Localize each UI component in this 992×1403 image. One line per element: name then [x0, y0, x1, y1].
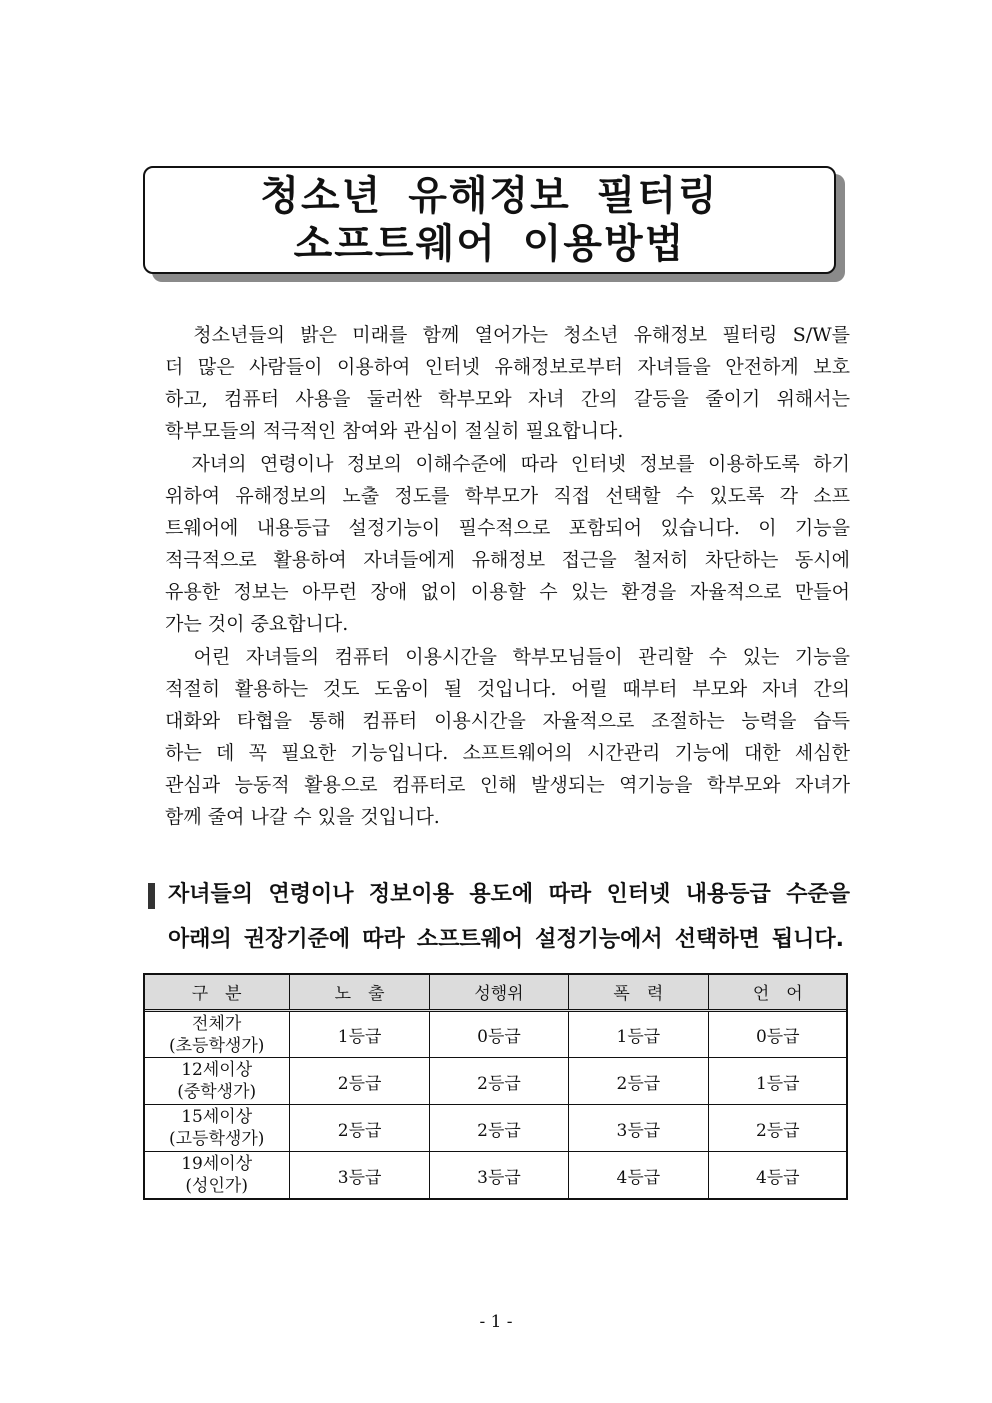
row-category-name: 전체가 — [192, 1013, 242, 1034]
grade-cell: 2등급 — [290, 1105, 429, 1152]
body-line: 관심과 능동적 활용으로 컴퓨터로 인해 발생되는 역기능을 학부모와 자녀가 — [165, 774, 850, 796]
body-line: 어린 자녀들의 컴퓨터 이용시간을 학부모님들이 관리할 수 있는 기능을 — [165, 646, 850, 668]
row-category-note: (중학생가) — [177, 1082, 257, 1102]
grade-cell: 3등급 — [569, 1105, 708, 1152]
row-category-note: (초등학생가) — [169, 1035, 265, 1056]
heading-bullet-marker — [148, 883, 155, 909]
body-line: 위하여 유해정보의 노출 정도를 학부모가 직접 선택할 수 있도록 각 소프 — [165, 485, 850, 507]
row-category-note: (고등학생가) — [169, 1129, 265, 1149]
grade-cell: 1등급 — [569, 1011, 708, 1058]
grade-cell: 1등급 — [290, 1011, 429, 1058]
table-header-row — [144, 974, 848, 1011]
grade-cell: 2등급 — [708, 1105, 847, 1152]
document-title-line-1: 청소년 유해정보 필터링 — [260, 173, 719, 219]
body-line: 하고, 컴퓨터 사용을 둘러싼 학부모와 자녀 간의 갈등을 줄이기 위해서는 — [165, 388, 850, 410]
body-line: 학부모들의 적극적인 참여와 관심이 절실히 필요합니다. — [165, 420, 624, 442]
header-sexual-activity: 성행위 — [429, 974, 568, 1011]
grade-cell: 2등급 — [429, 1058, 568, 1105]
title-box — [143, 166, 836, 274]
body-line: 트웨어에 내용등급 설정기능이 필수적으로 포함되어 있습니다. 이 기능을 — [165, 517, 850, 539]
row-category — [144, 1152, 290, 1199]
header-exposure: 노 출 — [290, 974, 429, 1011]
body-line: 적절히 활용하는 것도 도움이 될 것입니다. 어릴 때부터 부모와 자녀 간의 — [165, 678, 850, 700]
grade-cell: 2등급 — [569, 1058, 708, 1105]
grade-cell: 4등급 — [708, 1152, 847, 1199]
table-row — [144, 1011, 848, 1058]
body-line: 하는 데 꼭 필요한 기능입니다. 소프트웨어의 시간관리 기능에 대한 세심한 — [165, 742, 850, 764]
section-heading-line-1: 자녀들의 연령이나 정보이용 용도에 따라 인터넷 내용등급 수준을 — [168, 882, 850, 907]
row-category-name: 12세이상 — [181, 1060, 253, 1080]
grade-cell: 2등급 — [290, 1058, 429, 1105]
table-row — [144, 1105, 848, 1152]
section-heading-line-2: 아래의 권장기준에 따라 소프트웨어 설정기능에서 선택하면 됩니다. — [168, 927, 844, 952]
body-line: 유용한 정보는 아무런 장애 없이 이용할 수 있는 환경을 자율적으로 만들어 — [165, 581, 850, 603]
header-violence: 폭 력 — [569, 974, 708, 1011]
body-line: 더 많은 사람들이 이용하여 인터넷 유해정보로부터 자녀들을 안전하게 보호 — [165, 356, 850, 378]
page-number: - 1 - — [479, 1312, 513, 1332]
grade-cell: 4등급 — [569, 1152, 708, 1199]
table-row — [144, 1152, 848, 1199]
row-category-note: (성인가) — [185, 1176, 248, 1196]
grade-cell: 0등급 — [708, 1011, 847, 1058]
body-line: 대화와 타협을 통해 컴퓨터 이용시간을 자율적으로 조절하는 능력을 습득 — [165, 710, 850, 732]
grade-cell: 3등급 — [429, 1152, 568, 1199]
header-language: 언 어 — [708, 974, 847, 1011]
rating-table — [143, 973, 848, 1199]
row-category — [144, 1058, 290, 1105]
grade-cell: 2등급 — [429, 1105, 568, 1152]
row-category-name: 19세이상 — [181, 1154, 253, 1174]
table-row — [144, 1058, 848, 1105]
grade-cell: 1등급 — [708, 1058, 847, 1105]
body-line: 함께 줄여 나갈 수 있을 것입니다. — [165, 806, 440, 828]
row-category — [144, 1105, 290, 1152]
grade-cell: 0등급 — [429, 1011, 568, 1058]
header-category: 구 분 — [144, 974, 290, 1011]
body-line: 가는 것이 중요합니다. — [165, 613, 349, 635]
body-line: 자녀의 연령이나 정보의 이해수준에 따라 인터넷 정보를 이용하도록 하기 — [165, 453, 850, 475]
grade-cell: 3등급 — [290, 1152, 429, 1199]
body-line: 청소년들의 밝은 미래를 함께 열어가는 청소년 유해정보 필터링 S/W를 — [165, 324, 850, 346]
document-title-line-2: 소프트웨어 이용방법 — [293, 221, 686, 267]
body-line: 적극적으로 활용하여 자녀들에게 유해정보 접근을 철저히 차단하는 동시에 — [165, 549, 850, 571]
row-category — [144, 1011, 290, 1058]
row-category-name: 15세이상 — [181, 1107, 253, 1127]
